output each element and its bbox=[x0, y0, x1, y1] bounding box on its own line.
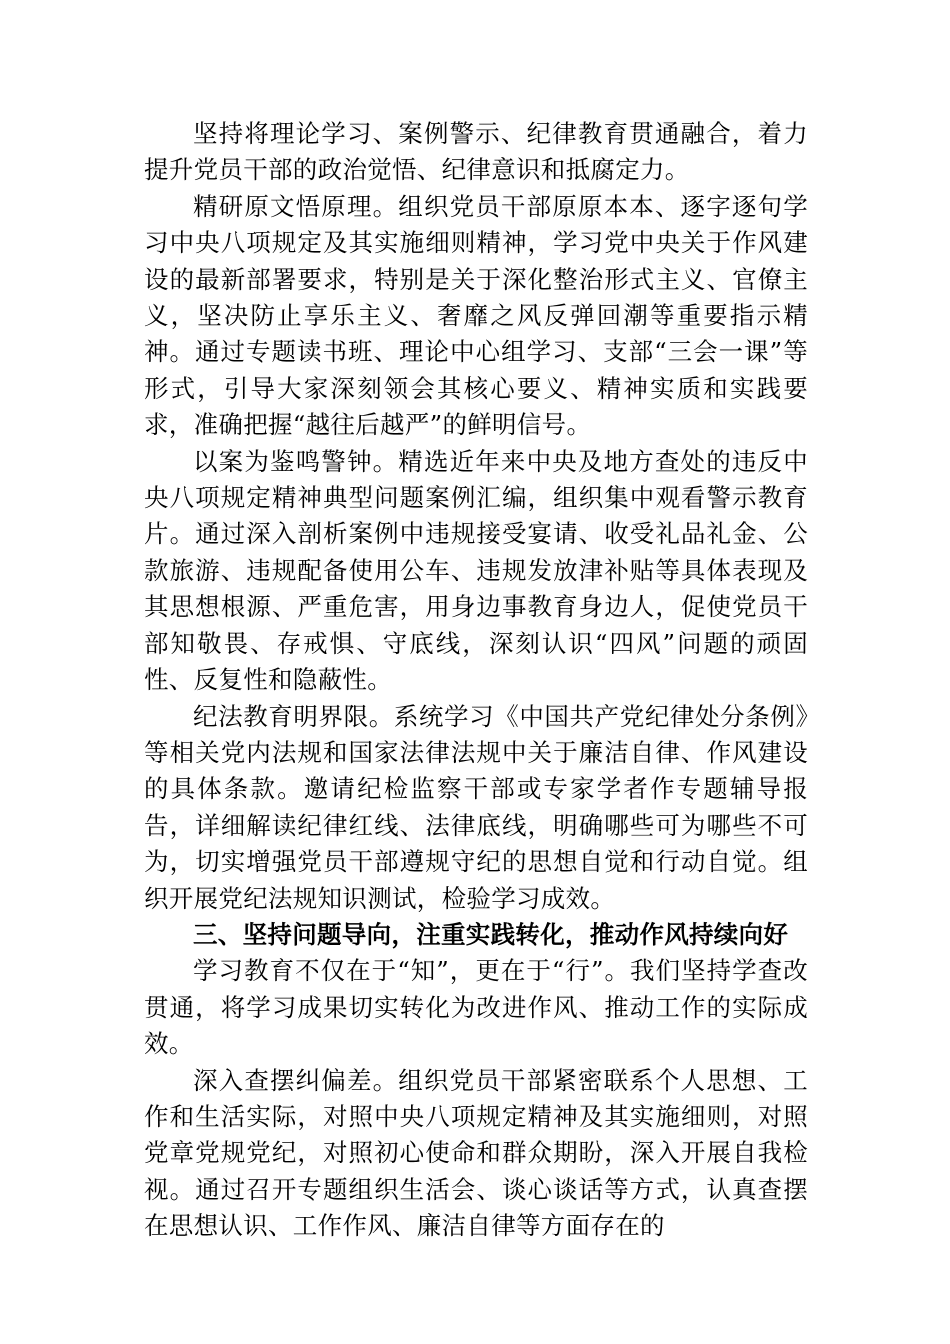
document-body bbox=[144, 116, 808, 1245]
paragraph-knowledge-action: 学习教育不仅在于“知”，更在于“行”。我们坚持学查改贯通，将学习成果切实转化为改进作风、推动工作的实际成效。 bbox=[144, 956, 808, 1059]
paragraph-self-inspection: 深入查摆纠偏差。组织党员干部紧密联系个人思想、工作和生活实际，对照中央八项规定精神及其实施细则，对照党章党规党纪，对照初心使命和群众期盼，深入开展自我检视。通过召开专题组织生活会、谈心谈话等方式，认真查摆在思想认识、工作作风、廉洁自律等方面存在的 bbox=[144, 1065, 808, 1241]
section-heading-three: 三、坚持问题导向，注重实践转化，推动作风持续向好 bbox=[193, 919, 789, 949]
paragraph-intro: 坚持将理论学习、案例警示、纪律教育贯通融合，着力提升党员干部的政治觉悟、纪律意识和抵腐定力。 bbox=[144, 119, 808, 185]
paragraph-discipline-education: 纪法教育明界限。系统学习《中国共产党纪律处分条例》等相关党内法规和国家法律法规中关于廉洁自律、作风建设的具体条款。邀请纪检监察干部或专家学者作专题辅导报告，详细解读纪律红线、法律底线，明确哪些可为哪些不可为，切实增强党员干部遵规守纪的思想自觉和行动自觉。组织开展党纪法规知识测试，检验学习成效。 bbox=[144, 701, 808, 913]
paragraph-case-warning: 以案为鉴鸣警钟。精选近年来中央及地方查处的违反中央八项规定精神典型问题案例汇编，组织集中观看警示教育片。通过深入剖析案例中违规接受宴请、收受礼品礼金、公款旅游、违规配备使用公车、违规发放津补贴等具体表现及其思想根源、严重危害，用身边事教育身边人，促使党员干部知敬畏、存戒惧、守底线，深刻认识“四风”问题的顽固性、反复性和隐蔽性。 bbox=[144, 446, 808, 695]
paragraph-study-original-text: 精研原文悟原理。组织党员干部原原本本、逐字逐句学习中央八项规定及其实施细则精神，学习党中央关于作风建设的最新部署要求，特别是关于深化整治形式主义、官僚主义，坚决防止享乐主义、奢靡之风反弹回潮等重要指示精神。通过专题读书班、理论中心组学习、支部“三会一课”等形式，引导大家深刻领会其核心要义、精神实质和实践要求，准确把握“越往后越严”的鲜明信号。 bbox=[144, 191, 808, 440]
